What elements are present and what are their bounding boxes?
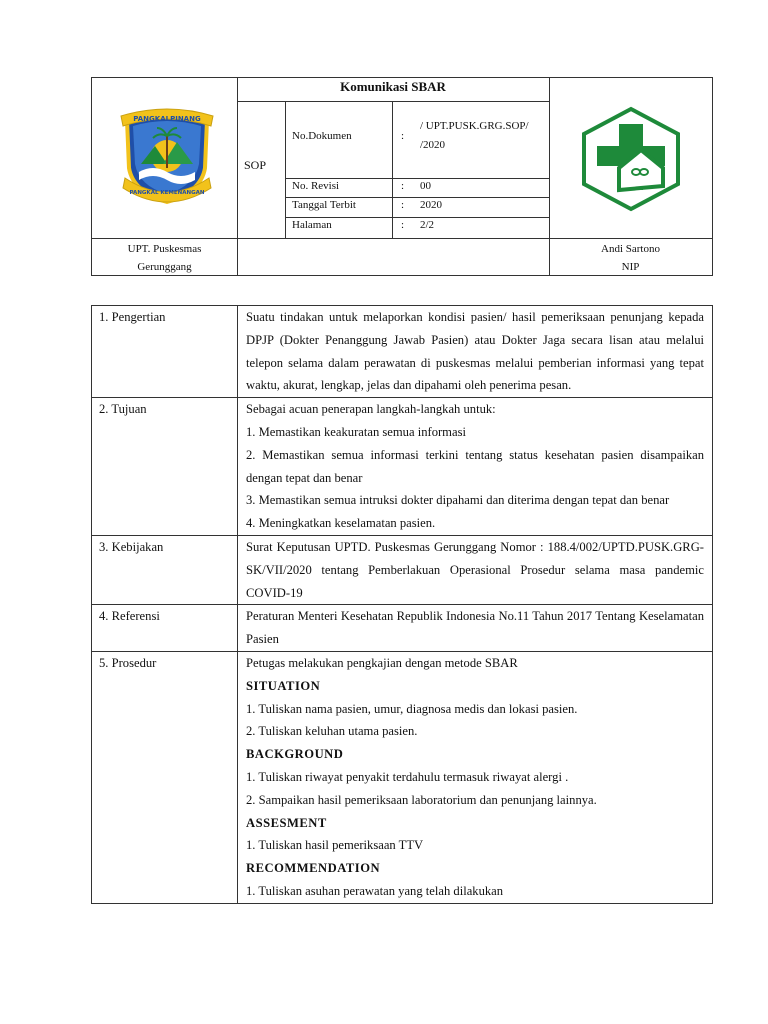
halaman-value: 2/2 [420, 219, 435, 231]
sop-label: SOP [244, 158, 267, 172]
table-row [92, 651, 713, 903]
list-item: 2. Sampaikan hasil pemeriksaan laboratorium dan penunjang lainnya. [246, 792, 597, 807]
tujuan-content [238, 398, 713, 536]
list-item: 4. Meningkatkan keselamatan pasien. [246, 516, 436, 531]
referensi-label: 4. Referensi [92, 605, 238, 652]
kebijakan-label: 3. Kebijakan [92, 535, 238, 604]
signer-nip: NIP [621, 261, 640, 273]
halaman-colon: : [401, 219, 405, 231]
recommendation-heading: RECOMMENDATION [246, 861, 381, 876]
situation-heading: SITUATION [246, 678, 321, 693]
table-row [92, 535, 713, 604]
referensi-text: Peraturan Menteri Kesehatan Republik Indonesia No.11 Tahun 2017 Tentang Keselamatan Pasien [238, 605, 713, 652]
prosedur-label: 5. Prosedur [92, 651, 238, 903]
no-revisi-label: No. Revisi [292, 180, 340, 192]
no-dokumen-value: / UPT.PUSK.GRG.SOP/ /2020 [420, 120, 529, 151]
pengertian-text: Suatu tindakan untuk melaporkan kondisi pasien/ hasil pemeriksaan penunjang kepada DPJP (Dokter Penanggung Jawab Pasien) atau Dokter Jaga secara lisan atau melalui telepon selama dalam perawatan di puskesmas melalui pemberian informasi yang tepat waktu, akurat, lengkap, jelas dan dipahami oleh penerima pesan. [238, 306, 713, 398]
prosedur-content [238, 651, 713, 903]
list-item: 1. Tuliskan riwayat penyakit terdahulu termasuk riwayat alergi . [246, 769, 569, 784]
document-header [91, 77, 713, 276]
signer-name: Andi Sartono [601, 243, 660, 255]
tanggal-terbit-value: 2020 [420, 199, 442, 211]
emblem-bottom-text: PANGKAL KEMENANGAN [129, 190, 205, 196]
no-revisi-value: 00 [420, 180, 431, 192]
no-dokumen-label: No.Dokumen [292, 130, 352, 142]
pangkalpinang-emblem-icon [119, 106, 215, 206]
pengertian-label: 1. Pengertian [92, 306, 238, 398]
no-dokumen-colon: : [401, 130, 405, 142]
background-heading: BACKGROUND [246, 747, 344, 762]
list-item: 1. Tuliskan asuhan perawatan yang telah dilakukan [246, 883, 504, 898]
unit-line-2: Gerunggang [137, 261, 192, 273]
assesment-heading: ASSESMENT [246, 815, 327, 830]
unit-line-1: UPT. Puskesmas [127, 243, 202, 255]
table-row [92, 605, 713, 652]
table-row [92, 398, 713, 536]
table-row [92, 306, 713, 398]
emblem-top-text: PANGKALPINANG [133, 115, 201, 123]
list-item: 1. Tuliskan nama pasien, umur, diagnosa medis dan lokasi pasien. [246, 701, 578, 716]
tujuan-label: 2. Tujuan [92, 398, 238, 536]
signer-block [549, 240, 712, 276]
tujuan-intro: Sebagai acuan penerapan langkah-langkah untuk: [246, 402, 496, 417]
tanggal-terbit-label: Tanggal Terbit [292, 199, 356, 211]
unit-name [92, 240, 237, 276]
kebijakan-text: Surat Keputusan UPTD. Puskesmas Gerunggang Nomor : 188.4/002/UPTD.PUSK.GRG-SK/VII/2020 tentang Pemberlakuan Operasional Prosedur selama masa pandemic COVID-19 [238, 535, 713, 604]
list-item: 1. Memastikan keakuratan semua informasi [246, 424, 466, 439]
halaman-label: Halaman [292, 219, 332, 231]
sop-content-table [91, 305, 713, 904]
tanggal-terbit-colon: : [401, 199, 405, 211]
list-item: 1. Tuliskan hasil pemeriksaan TTV [246, 838, 424, 853]
prosedur-intro: Petugas melakukan pengkajian dengan metode SBAR [246, 655, 518, 670]
document-title: Komunikasi SBAR [340, 79, 446, 94]
list-item: 2. Tuliskan keluhan utama pasien. [246, 724, 418, 739]
no-revisi-colon: : [401, 180, 405, 192]
puskesmas-logo-icon [579, 106, 683, 212]
list-item: 3. Memastikan semua intruksi dokter dipahami dan diterima dengan tepat dan benar [246, 493, 670, 508]
list-item: 2. Memastikan semua informasi terkini tentang status kesehatan pasien disampaikan dengan tepat dan benar [246, 447, 704, 485]
